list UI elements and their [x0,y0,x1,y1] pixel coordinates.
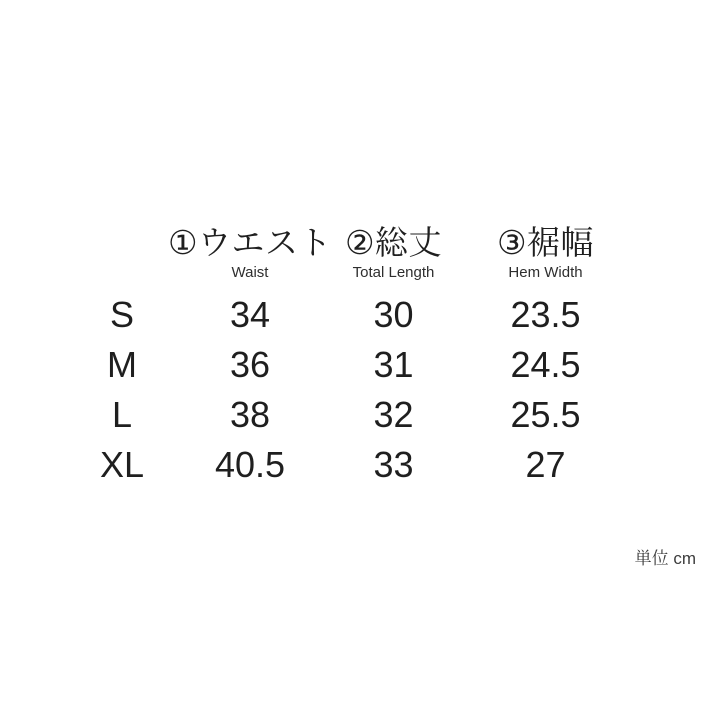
cell-s-total-length: 30 [373,294,414,335]
cell-l-total-length: 32 [373,394,414,435]
row-label-s: S [109,294,134,335]
cell-xl-hem-width: 27 [525,444,566,485]
cell-m-total-length: 31 [373,344,414,385]
column-header-hem-width-jp: ③裾幅 [496,224,595,261]
row-label-l: L [111,394,133,435]
column-header-hem-width [471,222,620,290]
cell-xl-total-length: 33 [373,444,414,485]
column-header-total-length-jp: ②総丈 [344,224,443,261]
cell-m-waist: 36 [229,344,271,385]
column-header-hem-width-en: Hem Width [508,264,583,281]
unit-note: 単位 cm [634,549,696,568]
row-label-xl: XL [99,444,145,485]
column-header-total-length [316,222,471,290]
row-label-m: M [107,344,137,385]
column-header-waist-en: Waist [231,264,269,281]
size-chart-table [60,222,620,490]
cell-s-hem-width: 23.5 [510,294,581,335]
cell-m-hem-width: 24.5 [510,344,581,385]
column-header-waist [167,222,333,290]
cell-s-waist: 34 [229,294,271,335]
header-corner-cell [60,222,184,290]
cell-l-hem-width: 25.5 [510,394,581,435]
cell-l-waist: 38 [229,394,271,435]
column-header-total-length-en: Total Length [352,264,435,281]
column-header-waist-jp: ①ウエスト [167,224,333,261]
cell-xl-waist: 40.5 [214,444,286,485]
